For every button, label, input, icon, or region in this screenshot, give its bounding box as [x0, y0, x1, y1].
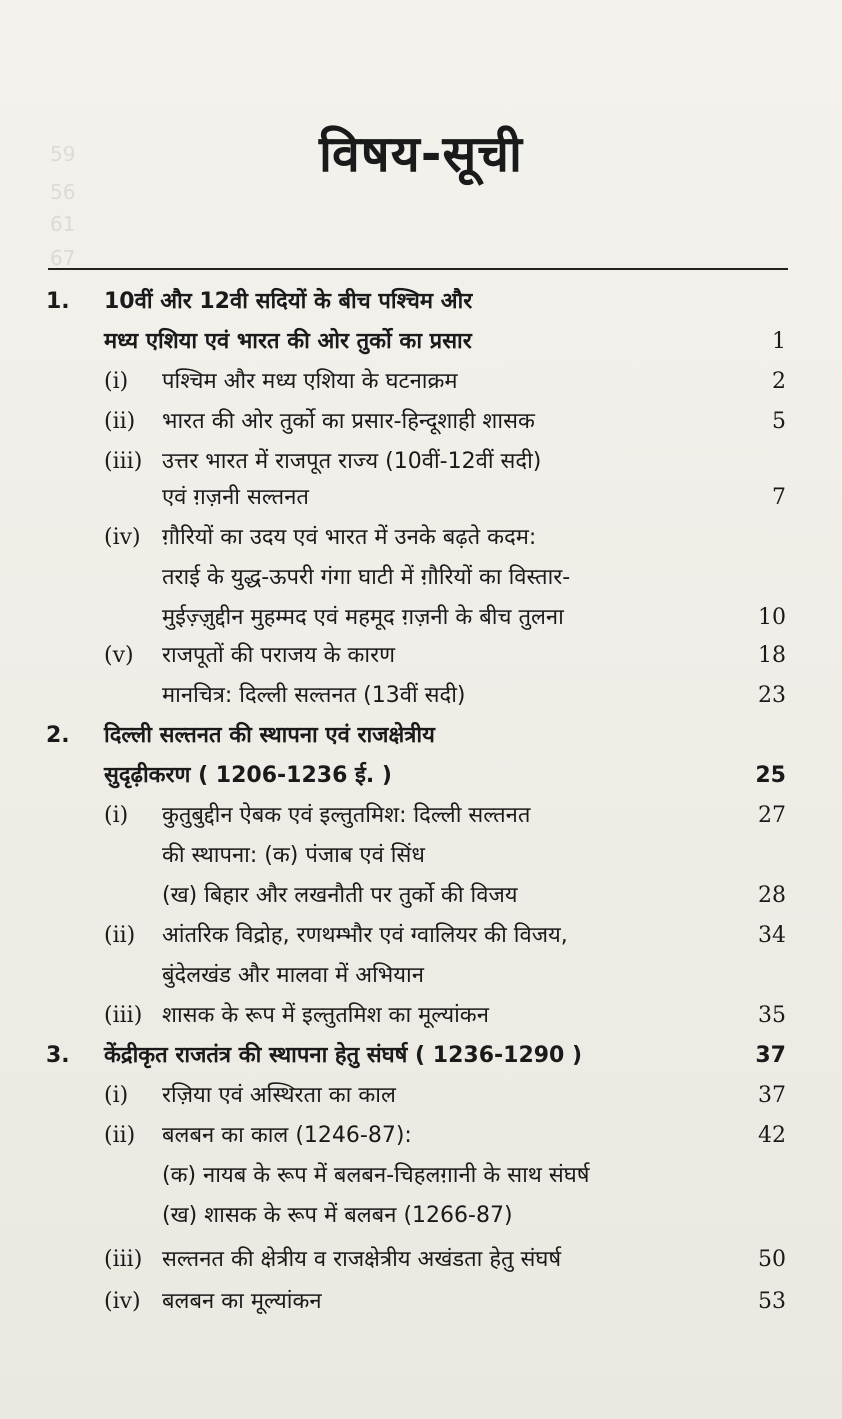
divider-line: [48, 268, 788, 270]
toc-line: [0, 442, 842, 482]
toc-line: [0, 676, 842, 716]
section-number: (iii): [104, 1247, 143, 1272]
section-number: (v): [104, 643, 134, 668]
section-title: बलबन का मूल्यांकन: [162, 1289, 322, 1314]
section-title: (ख) बिहार और लखनौती पर तुर्को की विजय: [162, 883, 518, 908]
chapter-title: दिल्ली सल्तनत की स्थापना एवं राजक्षेत्रीय: [104, 723, 435, 748]
toc-line: [0, 876, 842, 916]
chapter-title: मध्य एशिया एवं भारत की ओर तुर्को का प्रसार: [104, 329, 472, 354]
bleed-through-text: 59: [50, 142, 76, 166]
section-number: (iv): [104, 1289, 141, 1314]
page-number: 5: [772, 409, 786, 434]
section-title: सल्तनत की क्षेत्रीय व राजक्षेत्रीय अखंडता हेतु संघर्ष: [162, 1247, 562, 1272]
toc-line: [0, 1076, 842, 1116]
page-number: 7: [772, 485, 786, 510]
section-title: शासक के रूप में इल्तुतमिश का मूल्यांकन: [162, 1003, 489, 1028]
toc-line: [0, 362, 842, 402]
section-number: (iv): [104, 525, 141, 550]
section-number: (iii): [104, 449, 143, 474]
toc-line: [0, 402, 842, 442]
bleed-through-text: 67: [50, 246, 76, 270]
section-title: भारत की ओर तुर्को का प्रसार-हिन्दूशाही शासक: [162, 409, 535, 434]
section-title: रज़िया एवं अस्थिरता का काल: [162, 1083, 396, 1108]
page-number: 23: [758, 683, 786, 708]
section-number: (ii): [104, 1123, 136, 1148]
toc-line: [0, 636, 842, 676]
chapter-number: 3.: [46, 1043, 70, 1068]
section-title: (क) नायब के रूप में बलबन-चिहलग़ानी के साथ संघर्ष: [162, 1163, 590, 1188]
toc-line: [0, 1036, 842, 1076]
section-title: तराई के युद्ध-ऊपरी गंगा घाटी में ग़ौरियों का विस्तार-: [162, 565, 571, 590]
toc-line: [0, 1282, 842, 1322]
page-number: 37: [758, 1083, 786, 1108]
toc-line: [0, 598, 842, 638]
page-number: 1: [772, 329, 786, 354]
chapter-title: सुदृढ़ीकरण ( 1206-1236 ई. ): [104, 763, 392, 788]
section-title: ग़ौरियों का उदय एवं भारत में उनके बढ़ते कदम:: [162, 525, 537, 550]
section-title: बलबन का काल (1246-87):: [162, 1123, 412, 1148]
page-number: 35: [758, 1003, 786, 1028]
bleed-through-text: 61: [50, 212, 76, 236]
page-number: 10: [758, 605, 786, 630]
toc-line: [0, 716, 842, 756]
toc-line: [0, 996, 842, 1036]
section-title: की स्थापना: (क) पंजाब एवं सिंध: [162, 843, 425, 868]
page-number: 42: [758, 1123, 786, 1148]
toc-line: [0, 1116, 842, 1156]
toc-line: [0, 1156, 842, 1196]
section-number: (i): [104, 803, 129, 828]
toc-line: [0, 916, 842, 956]
page-title: विषय-सूची: [319, 125, 523, 183]
page-number: 28: [758, 883, 786, 908]
toc-line: [0, 836, 842, 876]
section-title: मुईज़्ज़ुद्दीन मुहम्मद एवं महमूद ग़ज़नी के बीच तुलना: [162, 605, 564, 630]
section-title: आंतरिक विद्रोह, रणथम्भौर एवं ग्वालियर की विजय,: [162, 923, 568, 948]
page-number: 34: [758, 923, 786, 948]
section-number: (ii): [104, 923, 136, 948]
toc-line: [0, 956, 842, 996]
page-number: 50: [758, 1247, 786, 1272]
toc-line: [0, 478, 842, 518]
toc-line: [0, 558, 842, 598]
section-title: उत्तर भारत में राजपूत राज्य (10वीं-12वीं सदी): [162, 449, 542, 474]
toc-line: [0, 756, 842, 796]
chapter-title: 10वीं और 12वी सदियों के बीच पश्चिम और: [104, 289, 473, 314]
section-title: एवं ग़ज़नी सल्तनत: [162, 485, 309, 510]
section-number: (iii): [104, 1003, 143, 1028]
page-number: 27: [758, 803, 786, 828]
page-number: 37: [755, 1043, 786, 1068]
toc-line: [0, 518, 842, 558]
bleed-through-text: 56: [50, 180, 76, 204]
chapter-number: 2.: [46, 723, 70, 748]
section-number: (ii): [104, 409, 136, 434]
toc-line: [0, 796, 842, 836]
section-number: (i): [104, 369, 129, 394]
chapter-title: केंद्रीकृत राजतंत्र की स्थापना हेतु संघर्ष ( 1236-1290 ): [104, 1043, 583, 1068]
page-number: 53: [758, 1289, 786, 1314]
section-title: राजपूतों की पराजय के कारण: [162, 643, 395, 668]
chapter-number: 1.: [46, 289, 70, 314]
toc-line: [0, 322, 842, 362]
section-title: मानचित्र: दिल्ली सल्तनत (13वीं सदी): [162, 683, 466, 708]
section-title: बुंदेलखंड और मालवा में अभियान: [162, 963, 424, 988]
page-number: 25: [755, 763, 786, 788]
section-title: कुतुबुद्दीन ऐबक एवं इल्तुतमिश: दिल्ली सल्तनत: [162, 803, 531, 828]
page-number: 2: [772, 369, 786, 394]
page-number: 18: [758, 643, 786, 668]
section-title: (ख) शासक के रूप में बलबन (1266-87): [162, 1203, 513, 1228]
toc-line: [0, 282, 842, 322]
toc-line: [0, 1240, 842, 1280]
section-title: पश्चिम और मध्य एशिया के घटनाक्रम: [162, 369, 458, 394]
toc-line: [0, 1196, 842, 1236]
section-number: (i): [104, 1083, 129, 1108]
